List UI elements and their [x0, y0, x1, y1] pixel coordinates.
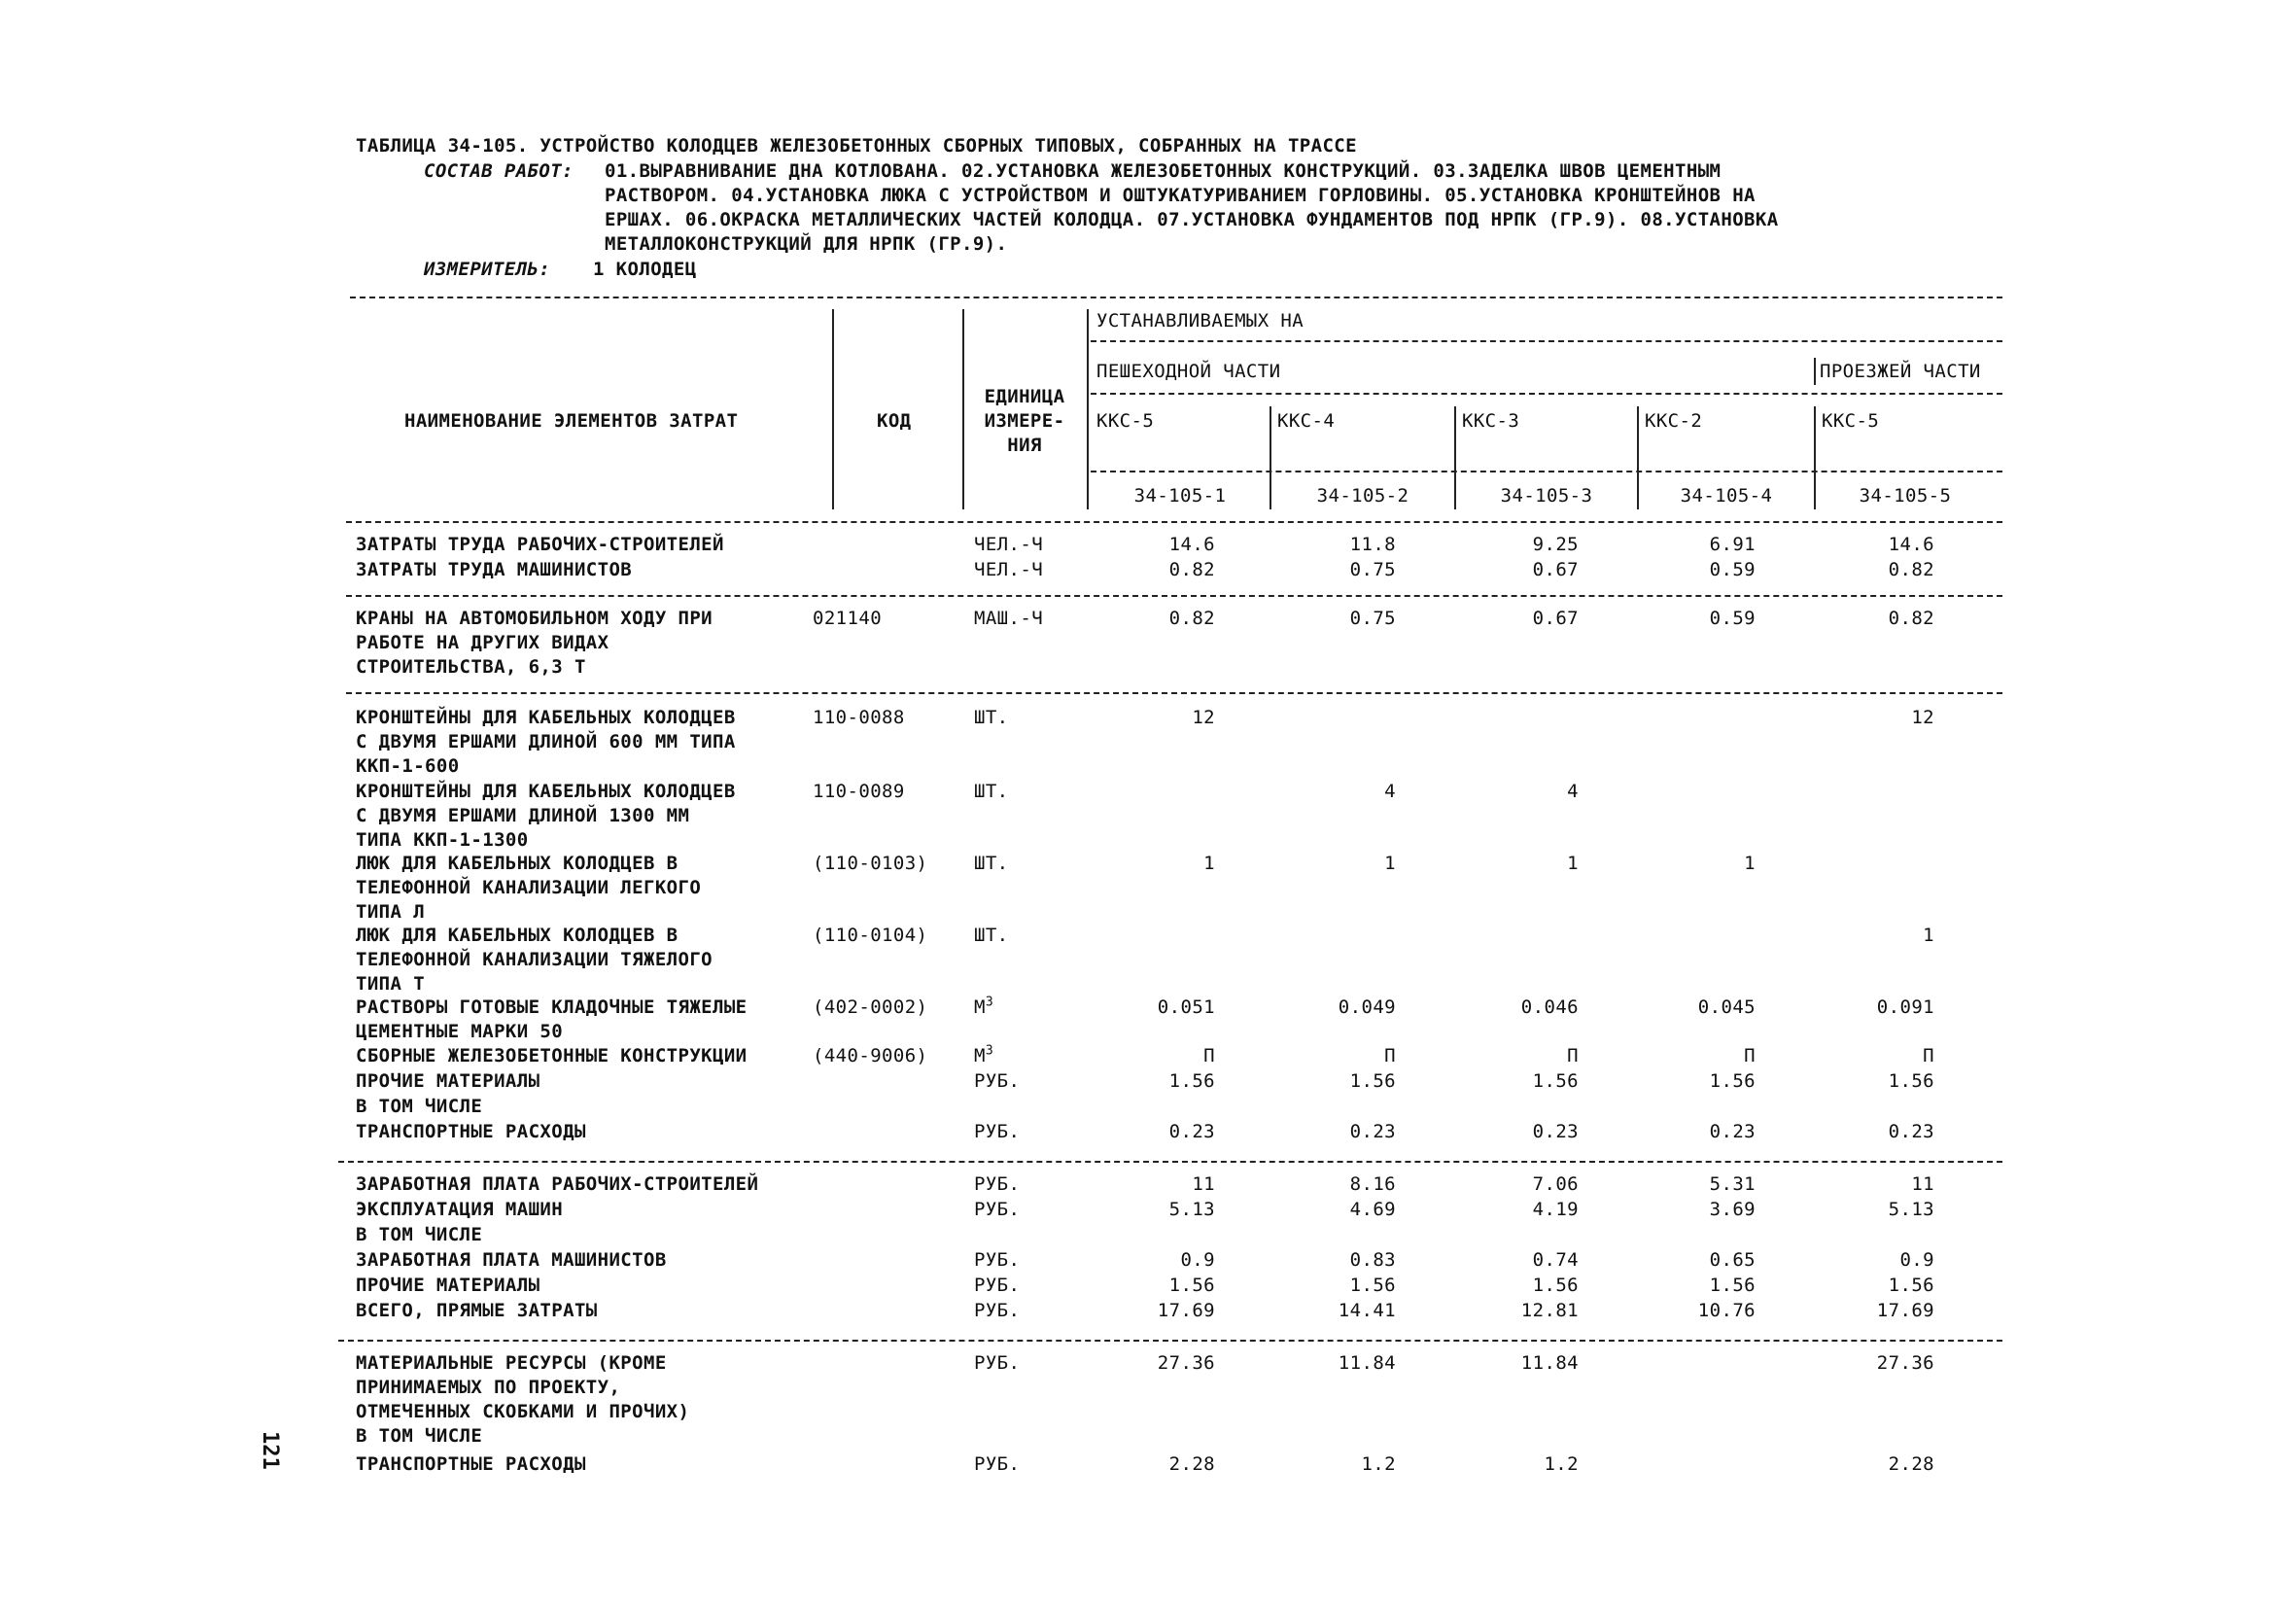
row-value: 17.69 — [1876, 1300, 1934, 1321]
row-value: 14.6 — [1888, 534, 1934, 555]
header-installed-on: УСТАНАВЛИВАЕМЫХ НА — [1096, 310, 1305, 332]
row-value: 1.56 — [1709, 1070, 1756, 1092]
row-value: 0.82 — [1888, 608, 1934, 629]
row-value: 11 — [1192, 1173, 1215, 1195]
row-name-line: В ТОМ ЧИСЛЕ — [356, 1224, 483, 1245]
row-value: 0.051 — [1157, 996, 1215, 1018]
row-unit — [974, 558, 1043, 582]
row-value: П — [1923, 1045, 1934, 1066]
work-line: РАСТВОРОМ. 04.УСТАНОВКА ЛЮКА С УСТРОЙСТВОМ И ОШТУКАТУРИВАНИЕМ ГОРЛОВИНЫ. 05.УСТАНОВКА КРОНШТЕЙНОВ НА — [605, 185, 1756, 206]
row-value: 1.56 — [1349, 1275, 1396, 1296]
row-value: 0.046 — [1520, 996, 1579, 1018]
row-unit — [974, 780, 1009, 804]
header-code-cell: 34-105-1 — [1133, 485, 1227, 507]
row-name-line: СТРОИТЕЛЬСТВА, 6,3 Т — [356, 656, 586, 678]
row-value: 6.91 — [1709, 534, 1756, 555]
row-code: (440-9006) — [813, 1045, 928, 1066]
row-value: 0.82 — [1168, 559, 1215, 580]
row-name-line: СБОРНЫЕ ЖЕЛЕЗОБЕТОННЫЕ КОНСТРУКЦИИ — [356, 1045, 748, 1066]
row-name-line: ТРАНСПОРТНЫЕ РАСХОДЫ — [356, 1453, 586, 1475]
meter-label: ИЗМЕРИТЕЛЬ: — [424, 259, 551, 280]
row-name-line: В ТОМ ЧИСЛЕ — [356, 1425, 483, 1447]
row-value: 0.9 — [1180, 1249, 1215, 1271]
row-value: 27.36 — [1157, 1352, 1215, 1374]
row-unit-text: РУБ. — [974, 1453, 1021, 1475]
row-unit — [974, 1274, 1020, 1298]
row-unit-superscript: 3 — [985, 995, 994, 1010]
row-name-line: С ДВУМЯ ЕРШАМИ ДЛИНОЙ 1300 ММ — [356, 805, 690, 826]
section-rule — [346, 595, 2002, 597]
row-name-line: ЗАРАБОТНАЯ ПЛАТА МАШИНИСТОВ — [356, 1249, 667, 1271]
row-value: 9.25 — [1532, 534, 1579, 555]
column-divider — [1270, 406, 1271, 509]
row-name-line: ВСЕГО, ПРЯМЫЕ ЗАТРАТЫ — [356, 1300, 598, 1321]
row-unit — [974, 1069, 1020, 1094]
header-unit-line: НИЯ — [1007, 435, 1042, 456]
row-unit — [974, 1351, 1020, 1376]
row-value: 3.69 — [1709, 1199, 1756, 1220]
row-unit-text: РУБ. — [974, 1249, 1021, 1271]
row-unit — [974, 533, 1043, 557]
row-name-line: КРОНШТЕЙНЫ ДЛЯ КАБЕЛЬНЫХ КОЛОДЦЕВ — [356, 781, 736, 802]
column-divider — [1087, 309, 1089, 509]
row-value: 0.74 — [1532, 1249, 1579, 1271]
row-value: 0.9 — [1899, 1249, 1934, 1271]
row-value: 1.56 — [1349, 1070, 1396, 1092]
row-value: 0.75 — [1349, 608, 1396, 629]
header-type: ККС-2 — [1645, 410, 1703, 432]
row-name-line: ЦЕМЕНТНЫЕ МАРКИ 50 — [356, 1021, 564, 1042]
row-value: 4 — [1567, 781, 1579, 802]
row-value: 27.36 — [1876, 1352, 1934, 1374]
column-divider — [1814, 358, 1816, 385]
row-value: 1.56 — [1168, 1070, 1215, 1092]
row-value: 12.81 — [1520, 1300, 1579, 1321]
row-unit — [974, 924, 1009, 948]
row-unit-text: ШТ. — [974, 853, 1009, 874]
row-name-line: ТРАНСПОРТНЫЕ РАСХОДЫ — [356, 1121, 586, 1142]
row-unit-text: ШТ. — [974, 707, 1009, 728]
row-name-line: С ДВУМЯ ЕРШАМИ ДЛИНОЙ 600 ММ ТИПА — [356, 731, 736, 752]
row-code: 110-0089 — [813, 781, 905, 802]
row-unit-text: М — [974, 996, 986, 1018]
row-value: П — [1567, 1045, 1579, 1066]
row-name-line: ТИПА Л — [356, 901, 426, 923]
row-value: 1 — [1203, 853, 1215, 874]
row-unit-text: ШТ. — [974, 925, 1009, 946]
row-unit-text: М — [974, 1045, 986, 1066]
row-value: 1.56 — [1888, 1275, 1934, 1296]
row-value: 8.16 — [1349, 1173, 1396, 1195]
header-top-rule — [350, 297, 2002, 298]
row-value: 5.31 — [1709, 1173, 1756, 1195]
row-value: 0.82 — [1168, 608, 1215, 629]
column-divider — [1637, 406, 1639, 509]
row-value: 10.76 — [1697, 1300, 1756, 1321]
header-pedestrian: ПЕШЕХОДНОЙ ЧАСТИ — [1096, 361, 1281, 382]
row-unit-text: РУБ. — [974, 1275, 1021, 1296]
row-value: 1 — [1384, 853, 1396, 874]
row-name-line: КРАНЫ НА АВТОМОБИЛЬНОМ ХОДУ ПРИ — [356, 608, 713, 629]
header-bottom-rule — [346, 521, 2002, 523]
table-title: ТАБЛИЦА 34-105. УСТРОЙСТВО КОЛОДЦЕВ ЖЕЛЕЗОБЕТОННЫХ СБОРНЫХ ТИПОВЫХ, СОБРАННЫХ НА ТРАССЕ — [356, 135, 1357, 157]
row-name-line: ЛЮК ДЛЯ КАБЕЛЬНЫХ КОЛОДЦЕВ В — [356, 853, 678, 874]
row-unit-text: РУБ. — [974, 1300, 1021, 1321]
row-unit — [974, 1248, 1020, 1273]
section-rule — [338, 1340, 2002, 1342]
header-type: ККС-5 — [1096, 410, 1155, 432]
row-value: 5.13 — [1888, 1199, 1934, 1220]
row-value: 0.045 — [1697, 996, 1756, 1018]
header-code-cell: 34-105-5 — [1859, 485, 1952, 507]
row-value: 1.56 — [1168, 1275, 1215, 1296]
row-name-line: ТИПА Т — [356, 973, 426, 995]
row-name-line: ТЕЛЕФОННОЙ КАНАЛИЗАЦИИ ЛЕГКОГО — [356, 877, 702, 898]
row-value: 0.091 — [1876, 996, 1934, 1018]
section-rule — [338, 1161, 2002, 1163]
row-unit-text: ЧЕЛ.-Ч — [974, 559, 1044, 580]
header-unit-line: ЕДИНИЦА — [984, 386, 1065, 407]
row-value: 0.23 — [1709, 1121, 1756, 1142]
meter-value: 1 КОЛОДЕЦ — [593, 259, 697, 280]
row-name-line: ПРИНИМАЕМЫХ ПО ПРОЕКТУ, — [356, 1377, 621, 1398]
row-code: 021140 — [813, 608, 883, 629]
row-unit-text: РУБ. — [974, 1121, 1021, 1142]
row-value: 0.75 — [1349, 559, 1396, 580]
row-value: 1.56 — [1532, 1275, 1579, 1296]
header-type: ККС-3 — [1462, 410, 1520, 432]
header-name: НАИМЕНОВАНИЕ ЭЛЕМЕНТОВ ЗАТРАТ — [404, 410, 739, 432]
row-unit — [974, 1172, 1020, 1197]
row-unit — [974, 1452, 1020, 1477]
row-value: 11.8 — [1349, 534, 1396, 555]
row-value: 2.28 — [1168, 1453, 1215, 1475]
row-unit-superscript: 3 — [985, 1043, 994, 1059]
row-value: П — [1744, 1045, 1756, 1066]
header-rule — [1091, 340, 2002, 342]
row-value: 14.41 — [1338, 1300, 1396, 1321]
row-value: 0.65 — [1709, 1249, 1756, 1271]
row-unit — [974, 1299, 1020, 1323]
work-line: ЕРШАХ. 06.ОКРАСКА МЕТАЛЛИЧЕСКИХ ЧАСТЕЙ КОЛОДЦА. 07.УСТАНОВКА ФУНДАМЕНТОВ ПОД НРПК (ГР.9). 08.УСТАНОВКА — [605, 209, 1779, 230]
row-value: 1 — [1567, 853, 1579, 874]
row-unit — [974, 607, 1043, 631]
row-name-line: ККП-1-600 — [356, 755, 460, 777]
row-value: 0.049 — [1338, 996, 1396, 1018]
row-value: 1.56 — [1709, 1275, 1756, 1296]
row-name-line: ЭКСПЛУАТАЦИЯ МАШИН — [356, 1199, 564, 1220]
row-value: 0.59 — [1709, 608, 1756, 629]
work-label: СОСТАВ РАБОТ: — [424, 160, 574, 182]
row-value: П — [1203, 1045, 1215, 1066]
row-unit — [974, 706, 1009, 730]
row-value: 11 — [1911, 1173, 1934, 1195]
header-unit-line: ИЗМЕРЕ- — [984, 410, 1065, 432]
row-value: 0.82 — [1888, 559, 1934, 580]
row-code: 110-0088 — [813, 707, 905, 728]
row-value: 2.28 — [1888, 1453, 1934, 1475]
row-value: 7.06 — [1532, 1173, 1579, 1195]
row-name-line: МАТЕРИАЛЬНЫЕ РЕСУРСЫ (КРОМЕ — [356, 1352, 667, 1374]
row-code: (110-0103) — [813, 853, 928, 874]
row-value: 1.2 — [1544, 1453, 1579, 1475]
row-unit — [974, 1198, 1020, 1222]
row-name-line: ЗАТРАТЫ ТРУДА МАШИНИСТОВ — [356, 559, 633, 580]
row-value: 1 — [1744, 853, 1756, 874]
row-value: 0.59 — [1709, 559, 1756, 580]
row-value: 0.83 — [1349, 1249, 1396, 1271]
page-number: 121 — [258, 1431, 282, 1470]
row-value: 4 — [1384, 781, 1396, 802]
header-code-cell: 34-105-3 — [1500, 485, 1593, 507]
row-value: 1.56 — [1888, 1070, 1934, 1092]
row-value: П — [1384, 1045, 1396, 1066]
work-line: 01.ВЫРАВНИВАНИЕ ДНА КОТЛОВАНА. 02.УСТАНОВКА ЖЕЛЕЗОБЕТОННЫХ КОНСТРУКЦИЙ. 03.ЗАДЕЛКА ШВОВ ЦЕМЕНТНЫМ — [605, 160, 1722, 182]
section-rule — [346, 692, 2002, 694]
row-unit-text: ШТ. — [974, 781, 1009, 802]
row-name-line: ЗАРАБОТНАЯ ПЛАТА РАБОЧИХ-СТРОИТЕЛЕЙ — [356, 1173, 759, 1195]
row-unit-text: РУБ. — [974, 1352, 1021, 1374]
header-code-cell: 34-105-4 — [1680, 485, 1773, 507]
row-name-line: ТИПА ККП-1-1300 — [356, 829, 529, 851]
work-line: МЕТАЛЛОКОНСТРУКЦИЙ ДЛЯ НРПК (ГР.9). — [605, 233, 1008, 255]
column-divider — [1814, 406, 1816, 509]
row-value: 1 — [1923, 925, 1934, 946]
row-name-line: ТЕЛЕФОННОЙ КАНАЛИЗАЦИИ ТЯЖЕЛОГО — [356, 949, 713, 970]
row-name-line: РАБОТЕ НА ДРУГИХ ВИДАХ — [356, 632, 609, 653]
row-name-line: ЗАТРАТЫ ТРУДА РАБОЧИХ-СТРОИТЕЛЕЙ — [356, 534, 724, 555]
row-value: 12 — [1911, 707, 1934, 728]
row-name-line: ОТМЕЧЕННЫХ СКОБКАМИ И ПРОЧИХ) — [356, 1401, 690, 1422]
row-value: 0.23 — [1532, 1121, 1579, 1142]
column-divider — [1454, 406, 1456, 509]
row-unit — [974, 1044, 993, 1068]
row-value: 11.84 — [1520, 1352, 1579, 1374]
column-divider — [832, 309, 834, 509]
column-divider — [962, 309, 964, 509]
row-code: (110-0104) — [813, 925, 928, 946]
row-unit-text: РУБ. — [974, 1173, 1021, 1195]
row-value: 1.56 — [1532, 1070, 1579, 1092]
row-value: 17.69 — [1157, 1300, 1215, 1321]
row-value: 5.13 — [1168, 1199, 1215, 1220]
header-type: ККС-5 — [1822, 410, 1880, 432]
row-unit-text: ЧЕЛ.-Ч — [974, 534, 1044, 555]
row-name-line: КРОНШТЕЙНЫ ДЛЯ КАБЕЛЬНЫХ КОЛОДЦЕВ — [356, 707, 736, 728]
row-value: 0.67 — [1532, 608, 1579, 629]
row-name-line: В ТОМ ЧИСЛЕ — [356, 1096, 483, 1117]
header-roadway: ПРОЕЗЖЕЙ ЧАСТИ — [1820, 361, 1981, 382]
header-code: КОД — [877, 410, 912, 432]
row-name-line: ПРОЧИЕ МАТЕРИАЛЫ — [356, 1275, 540, 1296]
row-unit-text: МАШ.-Ч — [974, 608, 1044, 629]
header-rule — [1091, 471, 2002, 472]
row-name-line: ПРОЧИЕ МАТЕРИАЛЫ — [356, 1070, 540, 1092]
row-value: 0.23 — [1168, 1121, 1215, 1142]
row-unit — [974, 996, 993, 1020]
header-type: ККС-4 — [1277, 410, 1336, 432]
row-name-line: ЛЮК ДЛЯ КАБЕЛЬНЫХ КОЛОДЦЕВ В — [356, 925, 678, 946]
row-value: 0.23 — [1349, 1121, 1396, 1142]
row-value: 4.19 — [1532, 1199, 1579, 1220]
row-value: 12 — [1192, 707, 1215, 728]
row-name-line: РАСТВОРЫ ГОТОВЫЕ КЛАДОЧНЫЕ ТЯЖЕЛЫЕ — [356, 996, 748, 1018]
row-value: 4.69 — [1349, 1199, 1396, 1220]
row-value: 11.84 — [1338, 1352, 1396, 1374]
row-value: 0.67 — [1532, 559, 1579, 580]
row-unit-text: РУБ. — [974, 1070, 1021, 1092]
row-unit — [974, 852, 1009, 876]
header-code-cell: 34-105-2 — [1316, 485, 1409, 507]
row-unit-text: РУБ. — [974, 1199, 1021, 1220]
header-rule — [1091, 393, 2002, 395]
row-value: 14.6 — [1168, 534, 1215, 555]
row-unit — [974, 1120, 1020, 1144]
row-value: 0.23 — [1888, 1121, 1934, 1142]
row-value: 1.2 — [1361, 1453, 1396, 1475]
row-code: (402-0002) — [813, 996, 928, 1018]
